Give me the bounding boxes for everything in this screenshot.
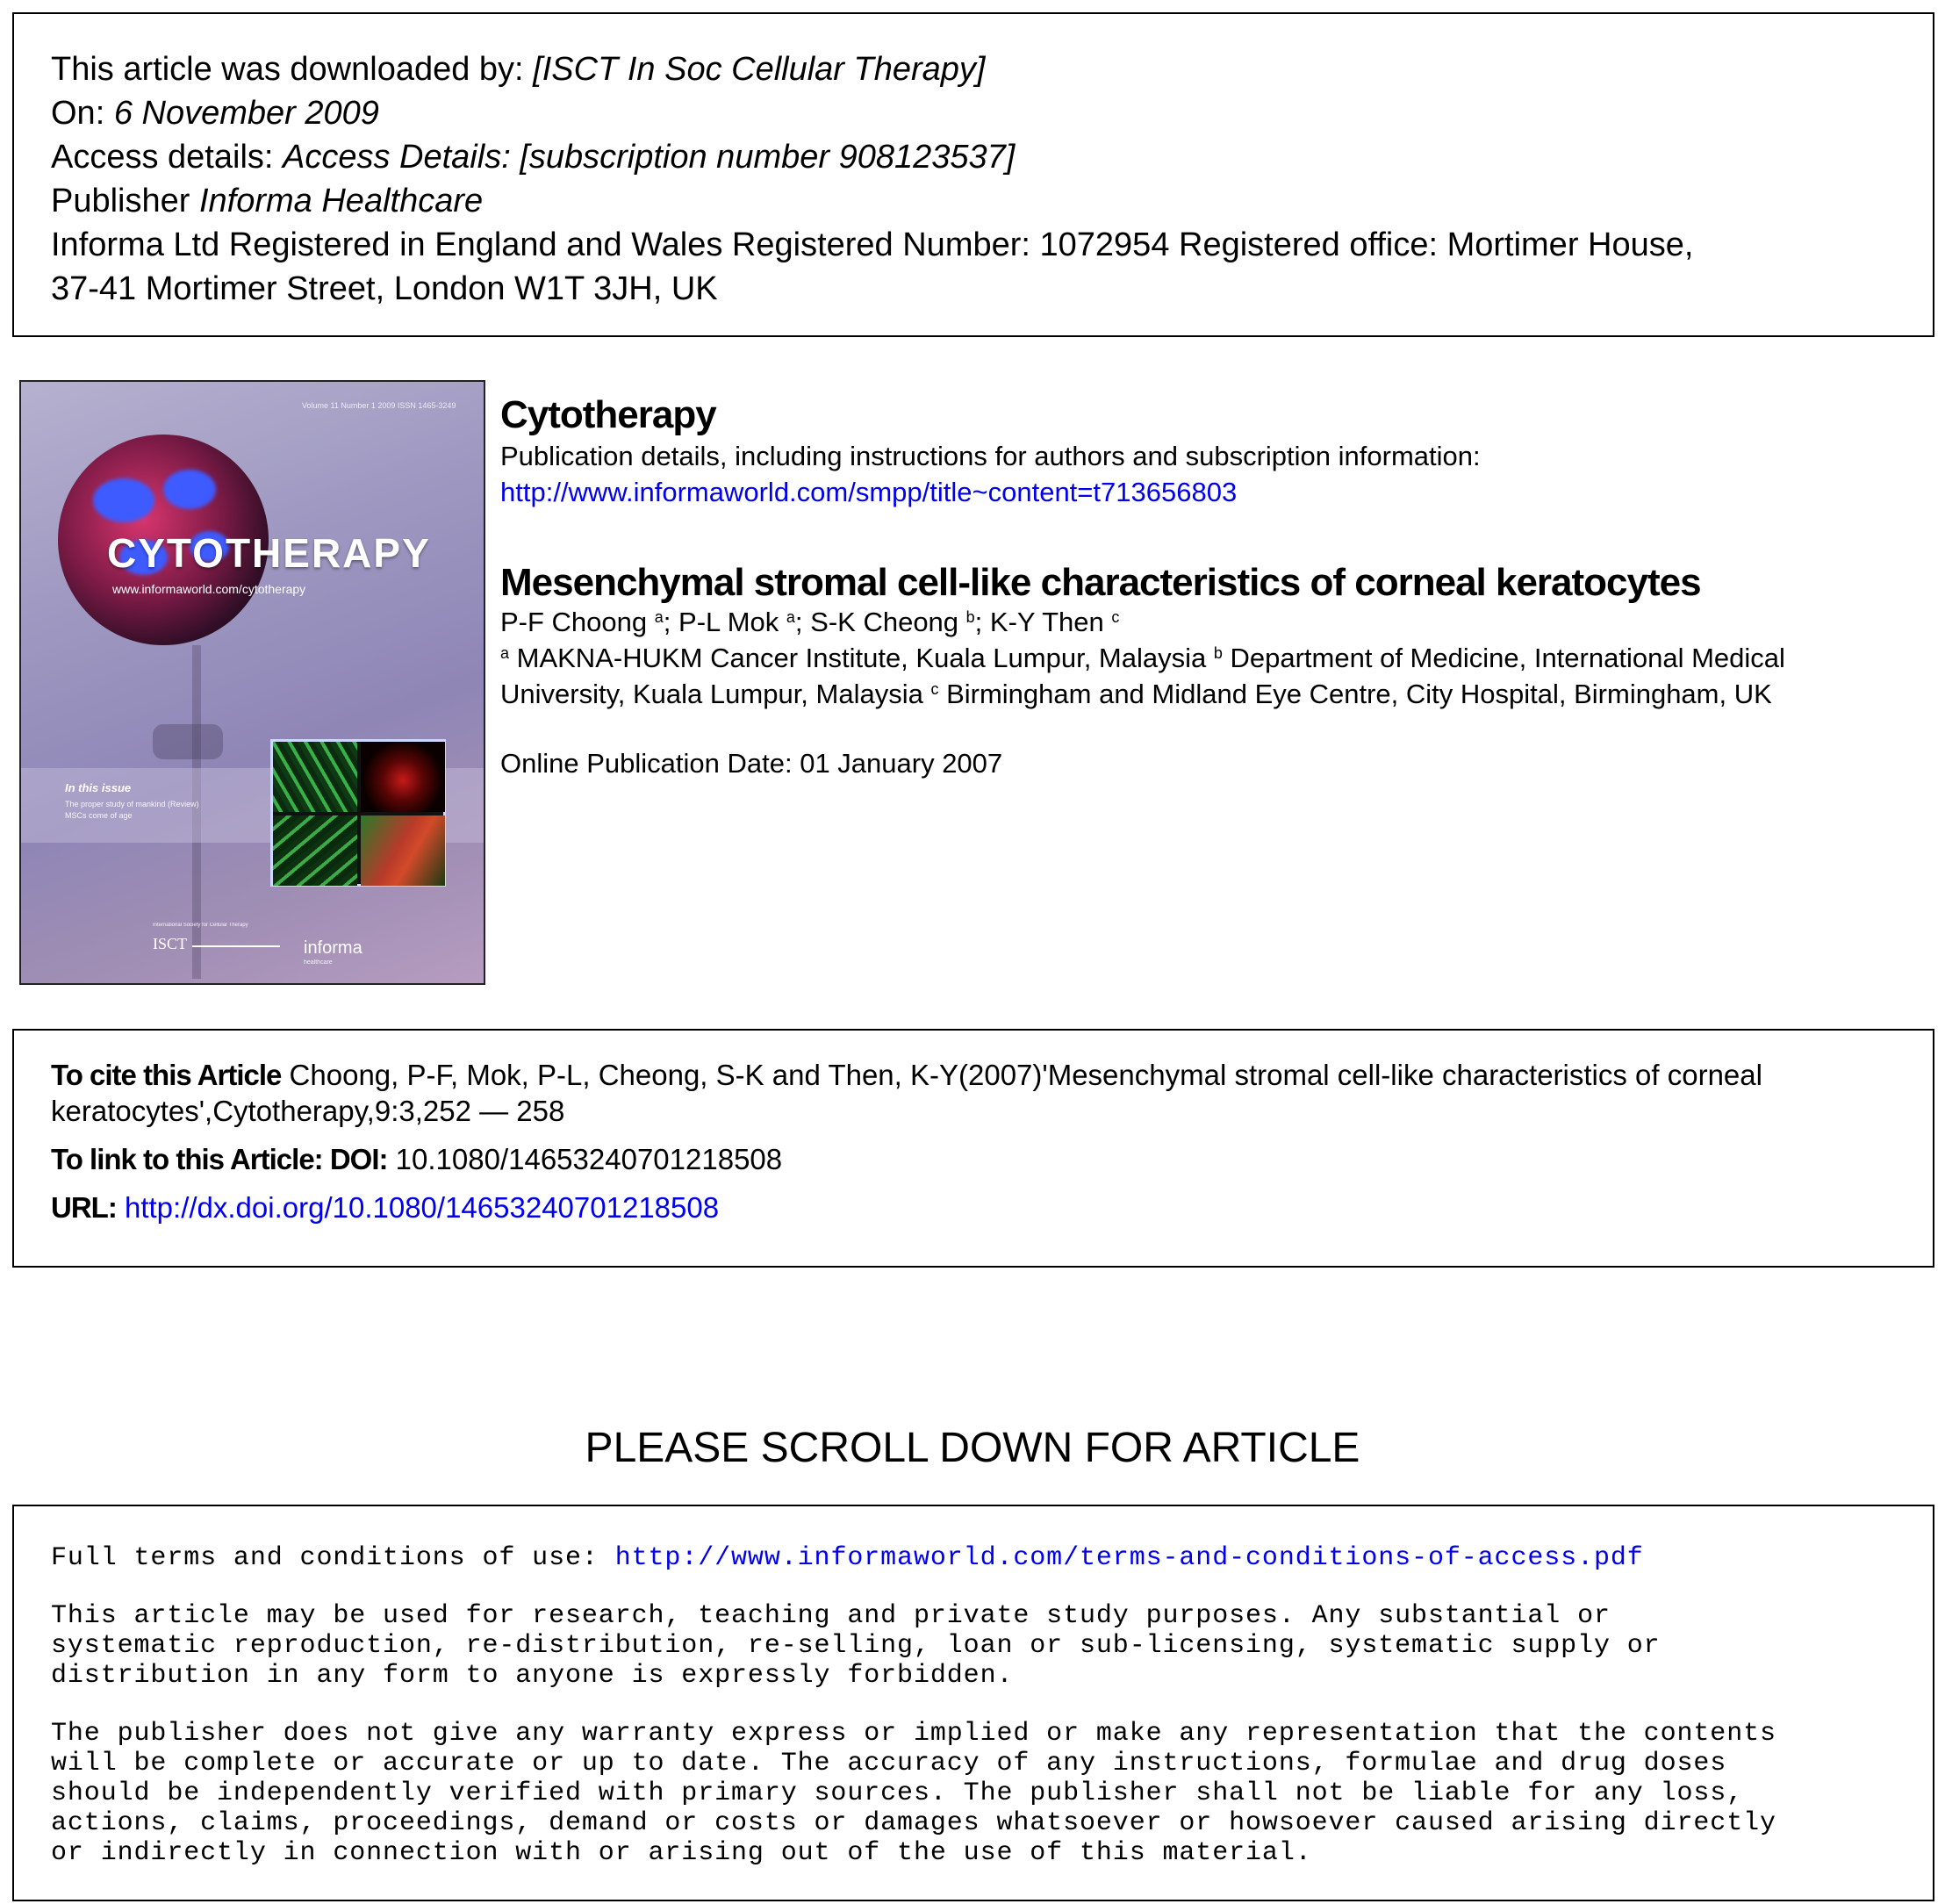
downloaded-by-value: [ISCT In Soc Cellular Therapy]: [533, 51, 986, 88]
cite-line-2: keratocytes',Cytotherapy,9:3,252 — 258: [51, 1095, 565, 1127]
full-terms-line: [51, 1543, 1896, 1573]
doi-label: To link to this Article: DOI:: [51, 1143, 388, 1175]
doi-value: 10.1080/14653240701218508: [387, 1143, 783, 1175]
cover-issue-lines: [65, 799, 199, 822]
url-label: URL:: [51, 1191, 117, 1224]
cover-microscope-knob: [153, 724, 223, 759]
publisher-label: Publisher: [51, 183, 199, 219]
terms-disclaimer-line: actions, claims, proceedings, demand or costs or damages whatsoever or howsoever caused arising directly: [51, 1808, 1776, 1838]
journal-info: [500, 392, 1922, 510]
affiliation-sup-b: b: [1213, 644, 1223, 662]
author-name: K-Y Then: [989, 607, 1112, 637]
author-name: P-L Mok: [678, 607, 786, 637]
publisher-line: [51, 179, 1896, 223]
affiliation-c: Birmingham and Midland Eye Centre, City Hospital, Birmingham, UK: [938, 679, 1772, 709]
affiliation-line-2: [500, 676, 1785, 712]
download-date-line: [51, 91, 1896, 135]
cover-isct-line: [192, 945, 280, 947]
cover-issue-line-1: The proper study of mankind (Review): [65, 800, 199, 808]
author-affiliation-sup: a: [786, 608, 795, 626]
affiliation-b-part2: University, Kuala Lumpur, Malaysia: [500, 679, 931, 709]
author-affiliation-sup: c: [1111, 608, 1120, 626]
affiliation-sup-a: a: [500, 644, 510, 662]
doi-url-link[interactable]: http://dx.doi.org/10.1080/14653240701218508: [124, 1191, 720, 1224]
affiliation-a: MAKNA-HUKM Cancer Institute, Kuala Lumpur, Malaysia: [509, 643, 1214, 673]
publication-url-link[interactable]: http://www.informaworld.com/smpp/title~content=t713656803: [500, 477, 1238, 507]
affiliation-sup-c: c: [930, 680, 939, 698]
access-label: Access details:: [51, 139, 283, 176]
doi-line: [51, 1141, 1896, 1177]
scroll-down-notice: PLEASE SCROLL DOWN FOR ARTICLE: [585, 1425, 1360, 1471]
cover-url: www.informaworld.com/cytotherapy: [112, 582, 306, 596]
cover-isct-org: International Society for Cellular Therapy: [153, 923, 248, 928]
terms-usage-line: This article may be used for research, teaching and private study purposes. Any substantial or: [51, 1601, 1611, 1631]
citation-box: [12, 1029, 1934, 1268]
affiliation-line-1: [500, 640, 1785, 676]
terms-usage-line: systematic reproduction, re-distribution, re-selling, loan or sub-licensing, systematic supply or: [51, 1631, 1661, 1661]
terms-disclaimer-line: should be independently verified with primary sources. The publisher shall not be liable for any loss,: [51, 1778, 1744, 1808]
author-affiliations: [500, 640, 1785, 712]
publisher-name: Informa Healthcare: [198, 183, 484, 219]
publication-details: Publication details, including instructions for authors and subscription information:: [500, 441, 1481, 471]
author-affiliation-sup: b: [965, 608, 975, 626]
access-details-line: [51, 135, 1896, 179]
article-title: Mesenchymal stromal cell-like characteristics of corneal keratocytes: [500, 561, 1701, 604]
affiliation-b-part1: Department of Medicine, International Medical: [1222, 643, 1785, 673]
terms-usage-line: distribution in any form to anyone is expressly forbidden.: [51, 1661, 1014, 1691]
author-name: P-F Choong: [500, 607, 655, 637]
cover-healthcare-label: healthcare: [304, 959, 333, 966]
terms-disclaimer-line: The publisher does not give any warranty express or implied or make any representation that the contents: [51, 1719, 1776, 1749]
author-separator: ;: [974, 607, 990, 637]
download-date: 6 November 2009: [113, 95, 379, 132]
terms-disclaimer-line: or indirectly in connection with or arising out of the use of this material.: [51, 1838, 1312, 1868]
access-details: Access Details: [subscription number 908123537]: [283, 139, 1016, 176]
registered-office-line-1: Informa Ltd Registered in England and Wales Registered Number: 1072954 Registered office: Mortimer House,: [51, 226, 1694, 263]
online-publication-date: Online Publication Date: 01 January 2007: [500, 748, 1003, 779]
author-separator: ;: [663, 607, 679, 637]
cite-line-1: [51, 1057, 1896, 1093]
cite-label: To cite this Article: [51, 1059, 282, 1091]
cover-in-this-issue: In this issue: [65, 781, 132, 794]
cover-issue-line-2: MSCs come of age: [65, 811, 133, 820]
author-affiliation-sup: a: [654, 608, 664, 626]
cover-informa-logo: informa: [304, 938, 362, 958]
download-notice-box: [12, 12, 1934, 337]
on-label: On:: [51, 95, 114, 132]
terms-url-link[interactable]: http://www.informaworld.com/terms-and-conditions-of-access.pdf: [614, 1543, 1644, 1573]
journal-cover-image: [19, 380, 485, 985]
cover-fluorescence-panel: [270, 739, 446, 887]
author-separator: ;: [794, 607, 811, 637]
journal-name: Cytotherapy: [500, 393, 716, 436]
terms-disclaimer-line: will be complete or accurate or up to date. The accuracy of any instructions, formulae and drug doses: [51, 1749, 1727, 1778]
cite-text: Choong, P-F, Mok, P-L, Cheong, S-K and Then, K-Y(2007)'Mesenchymal stromal cell-like characteristics of corneal: [281, 1059, 1762, 1091]
url-line: [51, 1189, 1896, 1225]
cover-title: CYTOTHERAPY: [107, 530, 431, 576]
downloaded-by-label: This article was downloaded by:: [51, 51, 534, 88]
downloaded-by-line: [51, 47, 1896, 91]
cover-isct-logo: ISCT: [153, 935, 188, 952]
author-name: S-K Cheong: [810, 607, 966, 637]
full-terms-label: Full terms and conditions of use:: [51, 1543, 615, 1573]
cover-volume-info: Volume 11 Number 1 2009 ISSN 1465-3249: [302, 401, 456, 410]
author-list: [500, 604, 1119, 640]
registered-office-line-2: 37-41 Mortimer Street, London W1T 3JH, UK: [51, 270, 718, 307]
terms-box: [12, 1505, 1934, 1901]
